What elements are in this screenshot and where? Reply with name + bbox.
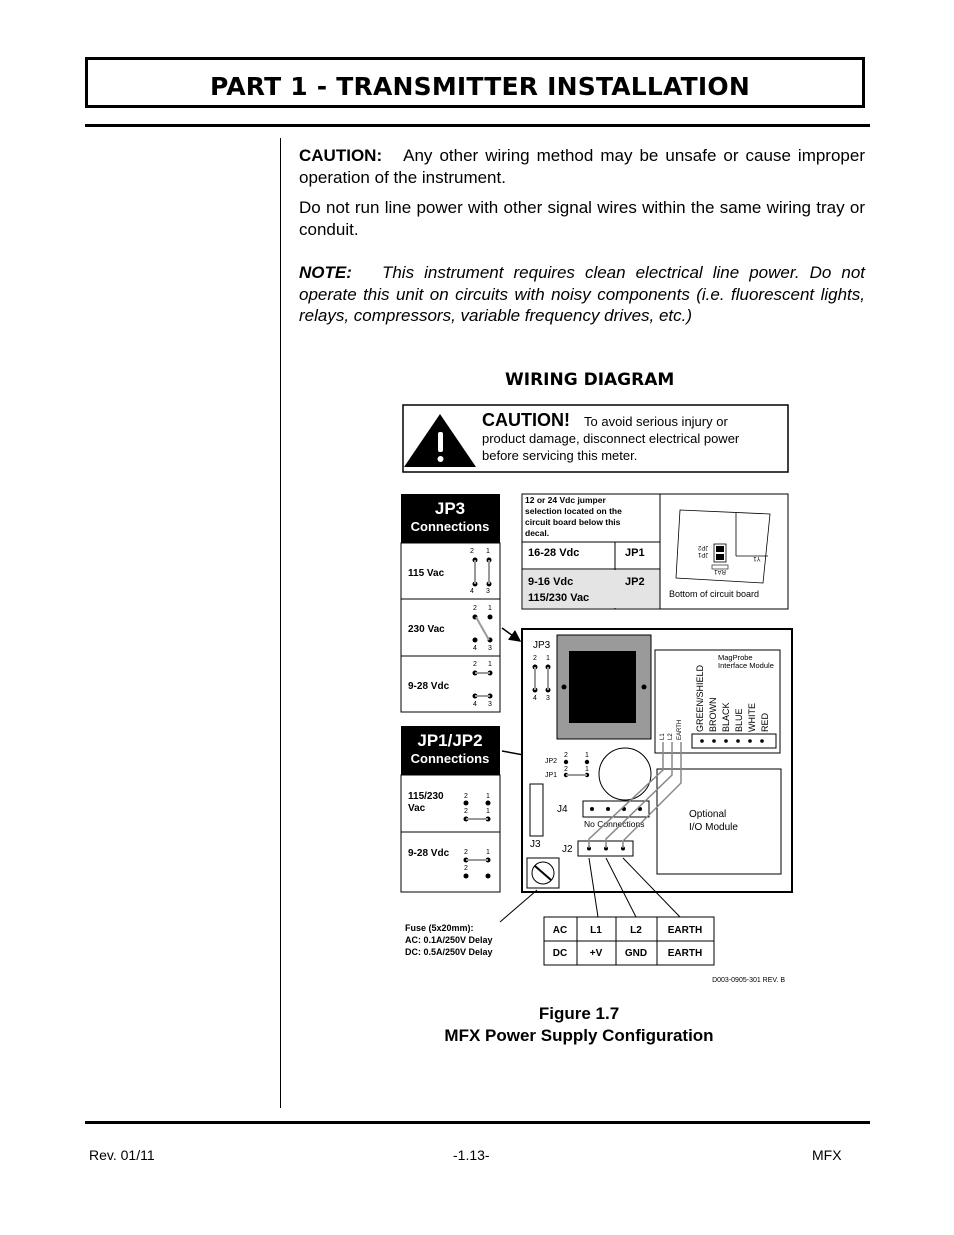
svg-text:No Connections: No Connections	[584, 819, 645, 829]
jp1jp2-row-115230: 115/230	[408, 791, 444, 802]
svg-text:+V: +V	[589, 948, 603, 959]
svg-text:JP1: JP1	[545, 772, 558, 779]
jp3-row-230vac: 230 Vac	[408, 624, 445, 635]
svg-text:2: 2	[464, 793, 468, 800]
svg-text:AC: 0.1A/250V Delay: AC: 0.1A/250V Delay	[405, 935, 493, 945]
svg-text:J2: J2	[562, 844, 573, 855]
footer-page-number: -1.13-	[453, 1147, 490, 1163]
svg-text:WHITE: WHITE	[747, 703, 757, 732]
svg-text:JP2: JP2	[545, 758, 558, 765]
svg-text:decal.: decal.	[525, 528, 550, 538]
svg-text:1: 1	[486, 849, 490, 856]
main-circuit-board	[522, 629, 792, 892]
svg-text:JP1: JP1	[698, 551, 709, 557]
svg-text:BROWN: BROWN	[708, 697, 718, 732]
drawing-number: D003-0905-301 REV. B	[712, 977, 785, 984]
svg-text:GND: GND	[624, 948, 648, 959]
jp1jp2-row-vac: Vac	[408, 803, 426, 814]
svg-text:JP3: JP3	[533, 640, 551, 651]
svg-text:I/O Module: I/O Module	[689, 822, 738, 833]
svg-text:L1: L1	[590, 925, 602, 936]
svg-text:16-28 Vdc: 16-28 Vdc	[528, 547, 580, 559]
svg-text:1: 1	[488, 661, 492, 668]
jp1jp2-row-928vdc: 9-28 Vdc	[408, 848, 450, 859]
figure-label: Figure 1.7	[538, 1004, 620, 1023]
caution-box	[403, 405, 788, 472]
svg-text:AC: AC	[552, 925, 568, 936]
svg-text:EARTH: EARTH	[667, 925, 703, 936]
svg-text:RED: RED	[760, 712, 770, 732]
jp3-row-115vac: 115 Vac	[408, 568, 445, 579]
svg-text:DC: DC	[552, 948, 568, 959]
svg-text:2: 2	[533, 655, 537, 662]
svg-text:1: 1	[546, 655, 550, 662]
svg-text:BLUE: BLUE	[734, 708, 744, 732]
line-power-paragraph: Do not run line power with other signal wires within the same wiring tray or conduit.	[299, 198, 865, 239]
svg-text:Y1: Y1	[753, 555, 761, 561]
jp1jp2-connections-panel	[401, 726, 500, 892]
svg-text:MagProbe: MagProbe	[718, 653, 753, 662]
footer-revision: Rev. 01/11	[89, 1147, 155, 1163]
svg-text:J4: J4	[557, 804, 568, 815]
svg-text:2: 2	[564, 752, 568, 759]
svg-text:selection located on the: selection located on the	[525, 506, 622, 516]
caution-text: Any other wiring method may be unsafe or cause improper operation of the instrument.	[299, 146, 865, 187]
svg-text:4: 4	[470, 588, 474, 595]
svg-text:1: 1	[486, 548, 490, 555]
svg-text:2: 2	[464, 808, 468, 815]
svg-text:4: 4	[473, 645, 477, 652]
terminal-table	[544, 917, 714, 965]
note-label: NOTE:	[299, 263, 352, 282]
svg-text:JP2: JP2	[625, 576, 645, 588]
svg-text:4: 4	[473, 701, 477, 708]
svg-text:12 or 24 Vdc jumper: 12 or 24 Vdc jumper	[525, 495, 606, 505]
note-text: This instrument requires clean electrical line power. Do not operate this unit on circuits with noisy components (i.e. fluorescent lights, relays, compressors, variable frequency drives, etc.)	[299, 263, 865, 325]
svg-text:RA1: RA1	[714, 568, 726, 574]
jumper-selection-table	[522, 494, 660, 609]
jp1jp2-panel-title: JP1/JP2	[417, 731, 483, 750]
svg-text:L2: L2	[630, 925, 642, 936]
svg-text:1: 1	[585, 752, 589, 759]
footer-product: MFX	[812, 1147, 842, 1163]
jp3-row-928vdc: 9-28 Vdc	[408, 681, 450, 692]
svg-text:J3: J3	[530, 839, 541, 850]
svg-text:L2: L2	[668, 733, 674, 740]
svg-text:EARTH: EARTH	[667, 948, 703, 959]
svg-text:3: 3	[486, 588, 490, 595]
jp3-panel-subtitle: Connections	[410, 519, 490, 534]
svg-text:2: 2	[464, 865, 468, 872]
wiring-diagram-heading: WIRING DIAGRAM	[505, 370, 675, 390]
fuse-spec	[405, 923, 493, 957]
svg-text:2: 2	[473, 605, 477, 612]
svg-text:DC: 0.5A/250V Delay: DC: 0.5A/250V Delay	[405, 947, 493, 957]
svg-text:circuit board below this: circuit board below this	[525, 517, 621, 527]
svg-text:L1: L1	[660, 733, 666, 740]
jp3-connections-panel	[401, 494, 500, 712]
svg-text:EARTH: EARTH	[677, 719, 683, 740]
svg-text:JP1: JP1	[625, 547, 645, 559]
svg-text:3: 3	[546, 695, 550, 702]
svg-text:115/230 Vac: 115/230 Vac	[528, 592, 590, 604]
figure-caption	[420, 1003, 738, 1047]
svg-text:Fuse (5x20mm):: Fuse (5x20mm):	[405, 923, 474, 933]
svg-text:GREEN/SHIELD: GREEN/SHIELD	[695, 664, 705, 732]
figure-title: MFX Power Supply Configuration	[444, 1026, 714, 1045]
circuit-board-bottom-view	[660, 494, 788, 609]
page-title: PART 1 - TRANSMITTER INSTALLATION	[210, 72, 750, 101]
svg-text:1: 1	[488, 605, 492, 612]
svg-text:2: 2	[473, 661, 477, 668]
svg-text:Interface Module: Interface Module	[718, 661, 774, 670]
caution-label: CAUTION:	[299, 146, 383, 165]
footer-rule	[85, 1121, 870, 1124]
caution-box-text-3: before servicing this meter.	[482, 448, 638, 463]
svg-text:2: 2	[470, 548, 474, 555]
svg-text:JP2: JP2	[698, 544, 709, 550]
jp3-panel-title: JP3	[434, 499, 466, 518]
svg-text:3: 3	[488, 645, 492, 652]
svg-text:9-16 Vdc: 9-16 Vdc	[528, 576, 574, 588]
svg-text:BLACK: BLACK	[721, 702, 731, 732]
svg-text:2: 2	[564, 766, 568, 773]
board-caption: Bottom of circuit board	[669, 589, 760, 599]
caution-box-text-2: product damage, disconnect electrical power	[482, 431, 740, 446]
svg-text:1: 1	[486, 793, 490, 800]
svg-text:2: 2	[464, 849, 468, 856]
svg-text:1: 1	[486, 808, 490, 815]
jp1jp2-panel-subtitle: Connections	[410, 751, 490, 766]
svg-text:4: 4	[533, 695, 537, 702]
caution-box-text-1: To avoid serious injury or	[584, 414, 728, 429]
svg-text:1: 1	[585, 766, 589, 773]
caution-box-label: CAUTION!	[482, 410, 570, 430]
svg-text:Optional: Optional	[689, 809, 727, 820]
svg-text:3: 3	[488, 701, 492, 708]
